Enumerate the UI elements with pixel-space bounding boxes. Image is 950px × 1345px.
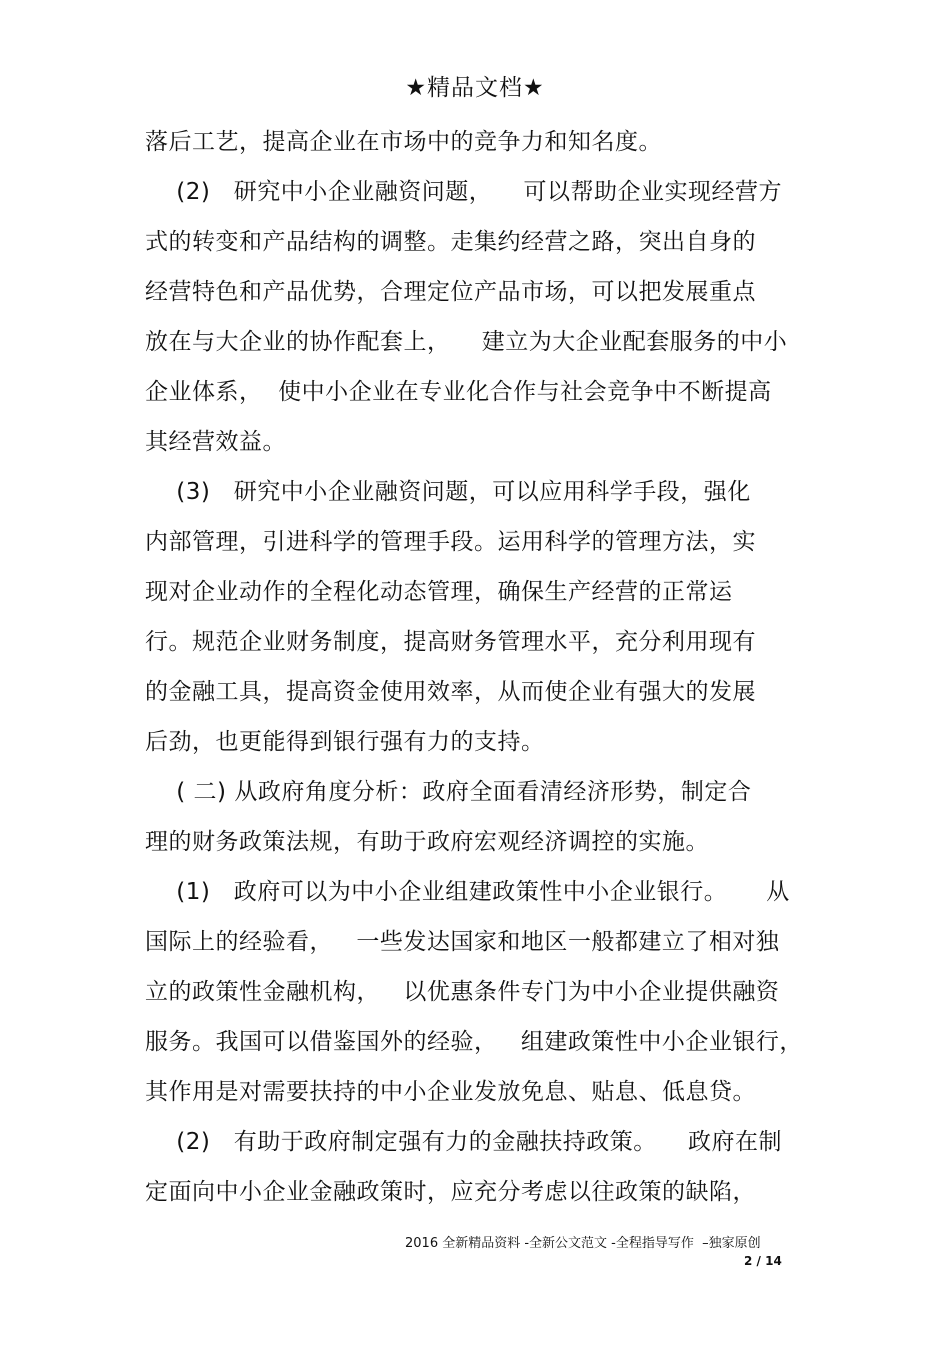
text-line: (2) 有助于政府制定强有力的金融扶持政策。 政府在制 — [145, 1129, 783, 1155]
text-line: ( 二) 从政府角度分析：政府全面看清经济形势，制定合 — [145, 779, 752, 805]
footer-note: 2016 全新精品资料 -全新公文范文 -全程指导写作 –独家原创 — [405, 1236, 761, 1251]
text-line: (3) 研究中小企业融资问题，可以应用科学手段，强化 — [145, 479, 751, 505]
text-line: 后劲，也更能得到银行强有力的支持。 — [145, 729, 545, 755]
text-line: 国际上的经验看， 一些发达国家和地区一般都建立了相对独 — [145, 929, 780, 955]
text-line: 式的转变和产品结构的调整。走集约经营之路，突出自身的 — [145, 229, 756, 255]
text-line: (2) 研究中小企业融资问题， 可以帮助企业实现经营方 — [145, 179, 783, 205]
text-line: (1) 政府可以为中小企业组建政策性中小企业银行。 从 — [145, 879, 790, 905]
text-line: 现对企业动作的全程化动态管理，确保生产经营的正常运 — [145, 579, 733, 605]
text-line: 理的财务政策法规，有助于政府宏观经济调控的实施。 — [145, 829, 709, 855]
text-line: 服务。我国可以借鉴国外的经验， 组建政策性中小企业银行， — [145, 1029, 803, 1055]
text-line: 定面向中小企业金融政策时，应充分考虑以往政策的缺陷， — [145, 1179, 756, 1205]
page-header-title: ★精品文档★ — [405, 75, 545, 101]
text-line: 立的政策性金融机构， 以优惠条件专门为中小企业提供融资 — [145, 979, 780, 1005]
text-line: 经营特色和产品优势，合理定位产品市场，可以把发展重点 — [145, 279, 756, 305]
text-line: 其作用是对需要扶持的中小企业发放免息、贴息、低息贷。 — [145, 1079, 756, 1105]
page-number: 2 / 14 — [744, 1254, 782, 1268]
text-line: 行。规范企业财务制度，提高财务管理水平，充分利用现有 — [145, 629, 756, 655]
text-line: 的金融工具，提高资金使用效率，从而使企业有强大的发展 — [145, 679, 756, 705]
text-line: 落后工艺，提高企业在市场中的竞争力和知名度。 — [145, 129, 662, 155]
text-line: 内部管理，引进科学的管理手段。运用科学的管理方法，实 — [145, 529, 756, 555]
text-line: 其经营效益。 — [145, 429, 286, 455]
text-line: 放在与大企业的协作配套上， 建立为大企业配套服务的中小 — [145, 329, 788, 355]
text-line: 企业体系， 使中小企业在专业化合作与社会竞争中不断提高 — [145, 379, 772, 405]
